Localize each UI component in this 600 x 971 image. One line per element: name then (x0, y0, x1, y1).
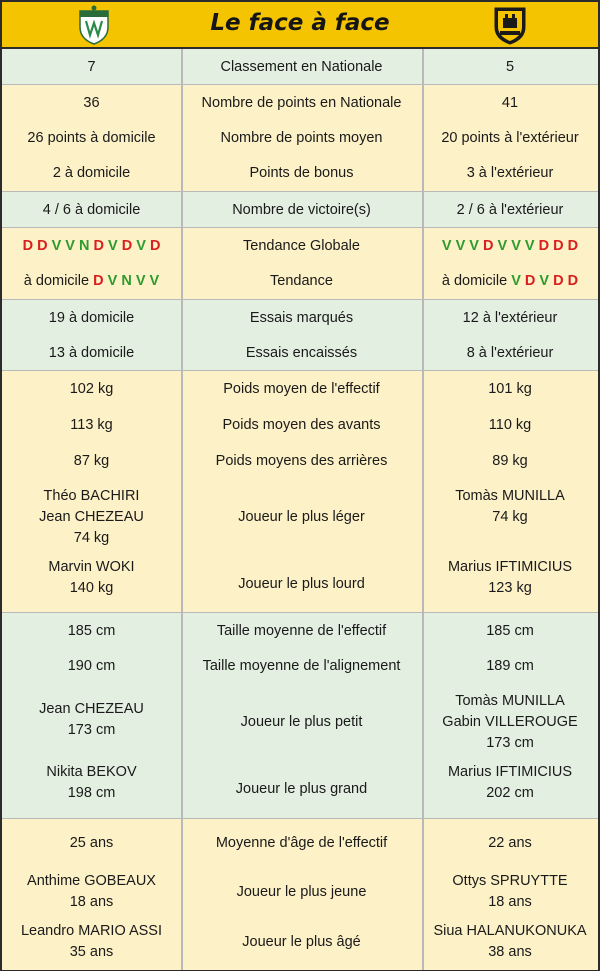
player-height: 198 cm (67, 785, 116, 801)
row-label: Joueur le plus léger (238, 508, 365, 525)
block-poids (2, 371, 598, 613)
form-letters (23, 238, 161, 254)
row-label: Poids moyen des avants (222, 416, 381, 433)
row-label: Joueur le plus âgé (242, 933, 361, 950)
right-value: 101 kg (488, 380, 532, 397)
left-value: 2 à domicile (52, 165, 131, 181)
right-value: 3 à l'extérieur (466, 165, 554, 181)
result-d: D (553, 237, 564, 254)
right-value: 185 cm (486, 622, 534, 639)
right-value: 189 cm (486, 658, 534, 674)
result-d: D (482, 237, 494, 254)
left-value: 7 (87, 58, 96, 75)
left-value (2, 557, 181, 599)
row-victoires (2, 192, 598, 228)
row-tendance (2, 264, 598, 299)
player-name: Nikita BEKOV (46, 764, 137, 780)
row-taille-alignement (2, 649, 598, 684)
right-value: 20 points à l'extérieur (441, 130, 579, 146)
row-plus-lourd (2, 555, 598, 613)
right-value (422, 871, 598, 913)
block-points (2, 85, 598, 192)
right-value: 8 à l'extérieur (466, 345, 554, 361)
player-name: Gabin VILLEROUGE (442, 713, 578, 730)
player-name: Jean CHEZEAU (39, 508, 144, 525)
row-label: Poids moyen de l'effectif (223, 380, 380, 397)
page-title: Le face à face (210, 10, 390, 36)
row-essais-encaisses (2, 336, 598, 371)
player-name: Ottys SPRUYTTE (452, 873, 568, 889)
left-value (2, 871, 181, 913)
row-label: Classement en Nationale (220, 58, 383, 75)
left-value: 4 / 6 à domicile (42, 201, 141, 218)
left-value: 25 ans (69, 834, 114, 851)
result-d: D (22, 237, 34, 254)
result-v: V (149, 273, 160, 289)
row-label: Joueur le plus petit (240, 713, 363, 730)
row-label: Joueur le plus grand (235, 780, 368, 797)
left-value: 26 points à domicile (27, 130, 156, 146)
result-d: D (567, 237, 579, 254)
row-label: Nombre de points en Nationale (201, 95, 402, 111)
player-weight: 74 kg (492, 509, 528, 525)
row-plus-age (2, 917, 598, 967)
form-prefix: à domicile (441, 273, 508, 289)
right-value: 12 à l'extérieur (462, 309, 558, 326)
left-value: 87 kg (73, 452, 110, 469)
result-v: V (136, 237, 146, 254)
club-crest-yellow-icon (492, 5, 528, 45)
left-value: 185 cm (67, 622, 116, 639)
form-letters (442, 238, 578, 254)
block-essais (2, 300, 598, 371)
result-v: V (51, 237, 62, 254)
result-v: V (441, 237, 452, 254)
result-v: V (524, 237, 535, 254)
left-value: 13 à domicile (48, 345, 135, 361)
right-value: 110 kg (488, 416, 532, 433)
right-value (422, 691, 598, 754)
left-value (2, 486, 181, 549)
row-poids-effectif (2, 371, 598, 407)
row-tendance-globale (2, 228, 598, 264)
player-weight: 123 kg (488, 580, 532, 596)
right-value: 5 (505, 58, 515, 75)
block-victoires (2, 192, 598, 228)
row-age-effectif (2, 819, 598, 867)
left-value: 19 à domicile (48, 309, 135, 326)
left-form (2, 236, 181, 257)
player-height: 173 cm (486, 734, 534, 751)
row-classement (2, 49, 598, 85)
left-value: 113 kg (70, 416, 113, 433)
row-plus-leger (2, 479, 598, 555)
player-name: Jean CHEZEAU (39, 701, 144, 717)
block-taille (2, 613, 598, 819)
player-name: Tomàs MUNILLA (455, 488, 565, 504)
player-age: 35 ans (69, 944, 114, 960)
row-label: Moyenne d'âge de l'effectif (215, 834, 388, 851)
left-form (2, 271, 181, 292)
result-v: V (108, 237, 118, 254)
row-points (2, 86, 598, 121)
row-label: Essais marqués (249, 309, 354, 326)
result-d: D (524, 273, 536, 289)
player-name: Leandro MARIO ASSI (20, 923, 163, 939)
header-banner (2, 2, 598, 49)
right-value: 41 (501, 95, 519, 111)
row-label: Points de bonus (249, 165, 354, 181)
row-label: Tendance Globale (243, 237, 360, 254)
player-weight: 140 kg (69, 580, 114, 596)
player-height: 173 cm (67, 722, 116, 738)
form-letters (93, 273, 159, 289)
form-letters (511, 273, 578, 289)
left-value (2, 762, 181, 804)
left-value: 36 (83, 95, 100, 111)
result-d: D (567, 273, 579, 289)
result-d: D (93, 237, 104, 254)
right-value (422, 557, 598, 599)
right-value (422, 486, 598, 528)
result-v: V (135, 273, 146, 289)
right-value (422, 921, 598, 963)
result-v: V (107, 273, 118, 289)
result-n: N (79, 237, 90, 254)
row-label: Taille moyenne de l'effectif (216, 622, 387, 639)
player-height: 202 cm (486, 785, 534, 801)
right-form (422, 271, 598, 292)
result-v: V (511, 273, 521, 289)
row-plus-jeune (2, 867, 598, 917)
right-value (422, 762, 598, 804)
row-taille-effectif (2, 613, 598, 649)
row-label: Essais encaissés (245, 345, 358, 361)
form-prefix: à domicile (23, 273, 90, 289)
result-d: D (121, 237, 133, 254)
left-value: 190 cm (67, 658, 116, 674)
result-v: V (497, 237, 508, 254)
result-d: D (553, 273, 564, 289)
row-label: Nombre de points moyen (220, 130, 383, 146)
row-bonus (2, 156, 598, 191)
player-name: Anthime GOBEAUX (27, 873, 156, 889)
right-value: 89 kg (492, 452, 528, 469)
player-age: 38 ans (488, 944, 532, 960)
row-label: Taille moyenne de l'alignement (202, 658, 401, 674)
result-v: V (539, 273, 550, 289)
block-age (2, 819, 598, 970)
row-label: Tendance (270, 273, 333, 289)
player-age: 18 ans (69, 894, 114, 910)
result-v: V (455, 237, 466, 254)
player-weight: 74 kg (73, 529, 110, 546)
result-d: D (37, 237, 48, 254)
block-tendance (2, 228, 598, 300)
result-v: V (469, 237, 479, 254)
player-name: Marius IFTIMICIUS (447, 559, 573, 575)
result-v: V (511, 237, 521, 254)
row-label: Nombre de victoire(s) (232, 201, 371, 218)
row-label: Joueur le plus lourd (238, 575, 365, 592)
row-plus-grand (2, 760, 598, 818)
row-poids-arrieres (2, 443, 598, 479)
block-classement (2, 49, 598, 85)
row-label: Joueur le plus jeune (236, 883, 367, 900)
left-value (2, 921, 181, 963)
right-value: 2 / 6 à l'extérieur (456, 201, 564, 218)
right-form (422, 236, 598, 257)
player-name: Marius IFTIMICIUS (447, 764, 573, 780)
result-d: D (149, 237, 161, 254)
result-d: D (93, 273, 104, 289)
row-label: Poids moyens des arrières (215, 452, 388, 469)
result-d: D (538, 237, 550, 254)
left-value: 102 kg (69, 380, 114, 397)
right-value: 22 ans (488, 834, 532, 851)
row-poids-avants (2, 407, 598, 443)
left-value (2, 699, 181, 741)
player-name: Théo BACHIRI (43, 487, 140, 504)
player-age: 18 ans (488, 894, 532, 910)
result-v: V (65, 237, 75, 254)
player-name: Tomàs MUNILLA (455, 692, 565, 709)
row-points-moyen (2, 121, 598, 156)
player-name: Marvin WOKI (48, 559, 135, 575)
player-name: Siua HALANUKONUKA (433, 923, 587, 939)
result-n: N (121, 273, 132, 289)
row-plus-petit (2, 684, 598, 760)
row-essais-marques (2, 300, 598, 336)
